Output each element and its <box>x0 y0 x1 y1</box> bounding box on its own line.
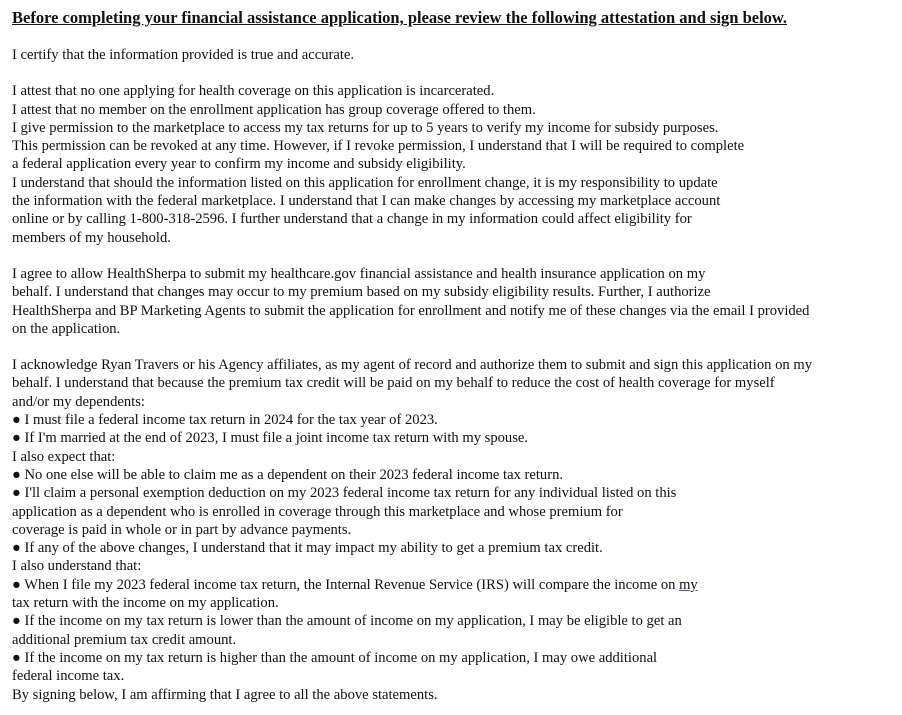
attestation-line: members of my household. <box>12 229 171 246</box>
bullet-item: ● If the income on my tax return is lower than the amount of income on my application, I may be eligible to get an <box>12 613 682 630</box>
healthsherpa-paragraph <box>12 265 896 338</box>
bullet-item: ● If the income on my tax return is higher than the amount of income on my application, I may owe additional <box>12 649 658 666</box>
attestation-line: online or by calling 1-800-318-2596. I further understand that a change in my information could affect eligibility for <box>12 211 692 228</box>
attestation-document <box>12 6 896 704</box>
healthsherpa-line: I agree to allow HealthSherpa to submit my healthcare.gov financial assistance and health insurance application on my <box>12 265 706 282</box>
attestation-line: I give permission to the marketplace to access my tax returns for up to 5 years to verify my income for subsidy purposes. <box>12 119 719 136</box>
certify-line: I certify that the information provided is true and accurate. <box>12 47 355 63</box>
attestations-paragraph <box>12 82 896 247</box>
attestation-line: I attest that no member on the enrollment application has group coverage offered to them. <box>12 101 536 118</box>
closing-statement: By signing below, I am affirming that I agree to all the above statements. <box>12 686 438 703</box>
understand-label: I also understand that: <box>12 558 142 575</box>
attestation-line: the information with the federal marketplace. I understand that I can make changes by accessing my marketplace account <box>12 193 721 210</box>
attestation-line: I attest that no one applying for health coverage on this application is incarcerated. <box>12 83 495 100</box>
bullet-continuation: application as a dependent who is enrolled in coverage through this marketplace and whose premium for <box>12 503 623 520</box>
attestation-heading: Before completing your financial assistance application, please review the following attestation and sign below. <box>12 8 788 27</box>
agent-paragraph <box>12 356 896 704</box>
agent-intro-line: I acknowledge Ryan Travers or his Agency affiliates, as my agent of record and authorize them to submit and sign this application on my <box>12 357 812 374</box>
bullet-item-irs <box>12 576 896 594</box>
irs-line-text: ● When I file my 2023 federal income tax return, the Internal Revenue Service (IRS) will compare the income on <box>12 576 680 593</box>
bullet-item: ● I must file a federal income tax return in 2024 for the tax year of 2023. <box>12 412 438 429</box>
bullet-item: ● If any of the above changes, I understand that it may impact my ability to get a premium tax credit. <box>12 540 603 557</box>
bullet-item: ● I'll claim a personal exemption deduction on my 2023 federal income tax return for any individual listed on this <box>12 485 677 502</box>
agent-intro-line: and/or my dependents: <box>12 393 145 410</box>
bullet-item: ● If I'm married at the end of 2023, I must file a joint income tax return with my spouse. <box>12 430 529 447</box>
agent-intro-line: behalf. I understand that because the premium tax credit will be paid on my behalf to reduce the cost of health coverage for myself <box>12 375 775 392</box>
irs-line-underlined-word: my <box>679 576 698 593</box>
attestation-line: a federal application every year to confirm my income and subsidy eligibility. <box>12 156 466 173</box>
expect-label: I also expect that: <box>12 448 116 465</box>
healthsherpa-line: HealthSherpa and BP Marketing Agents to submit the application for enrollment and notify me of these changes via the email I provided <box>12 302 810 319</box>
bullet-continuation: federal income tax. <box>12 668 125 685</box>
healthsherpa-line: on the application. <box>12 320 121 337</box>
bullet-item: ● No one else will be able to claim me as a dependent on their 2023 federal income tax return. <box>12 466 564 483</box>
attestation-line: This permission can be revoked at any time. However, if I revoke permission, I understand that I will be required to complete <box>12 138 745 155</box>
attestation-line: I understand that should the information listed on this application for enrollment change, it is my responsibility to update <box>12 174 718 191</box>
bullet-continuation: coverage is paid in whole or in part by advance payments. <box>12 521 352 538</box>
certify-statement <box>12 46 896 64</box>
bullet-continuation: additional premium tax credit amount. <box>12 631 237 648</box>
bullet-continuation: tax return with the income on my application. <box>12 595 279 612</box>
healthsherpa-line: behalf. I understand that changes may occur to my premium based on my subsidy eligibility results. Further, I authorize <box>12 284 711 301</box>
